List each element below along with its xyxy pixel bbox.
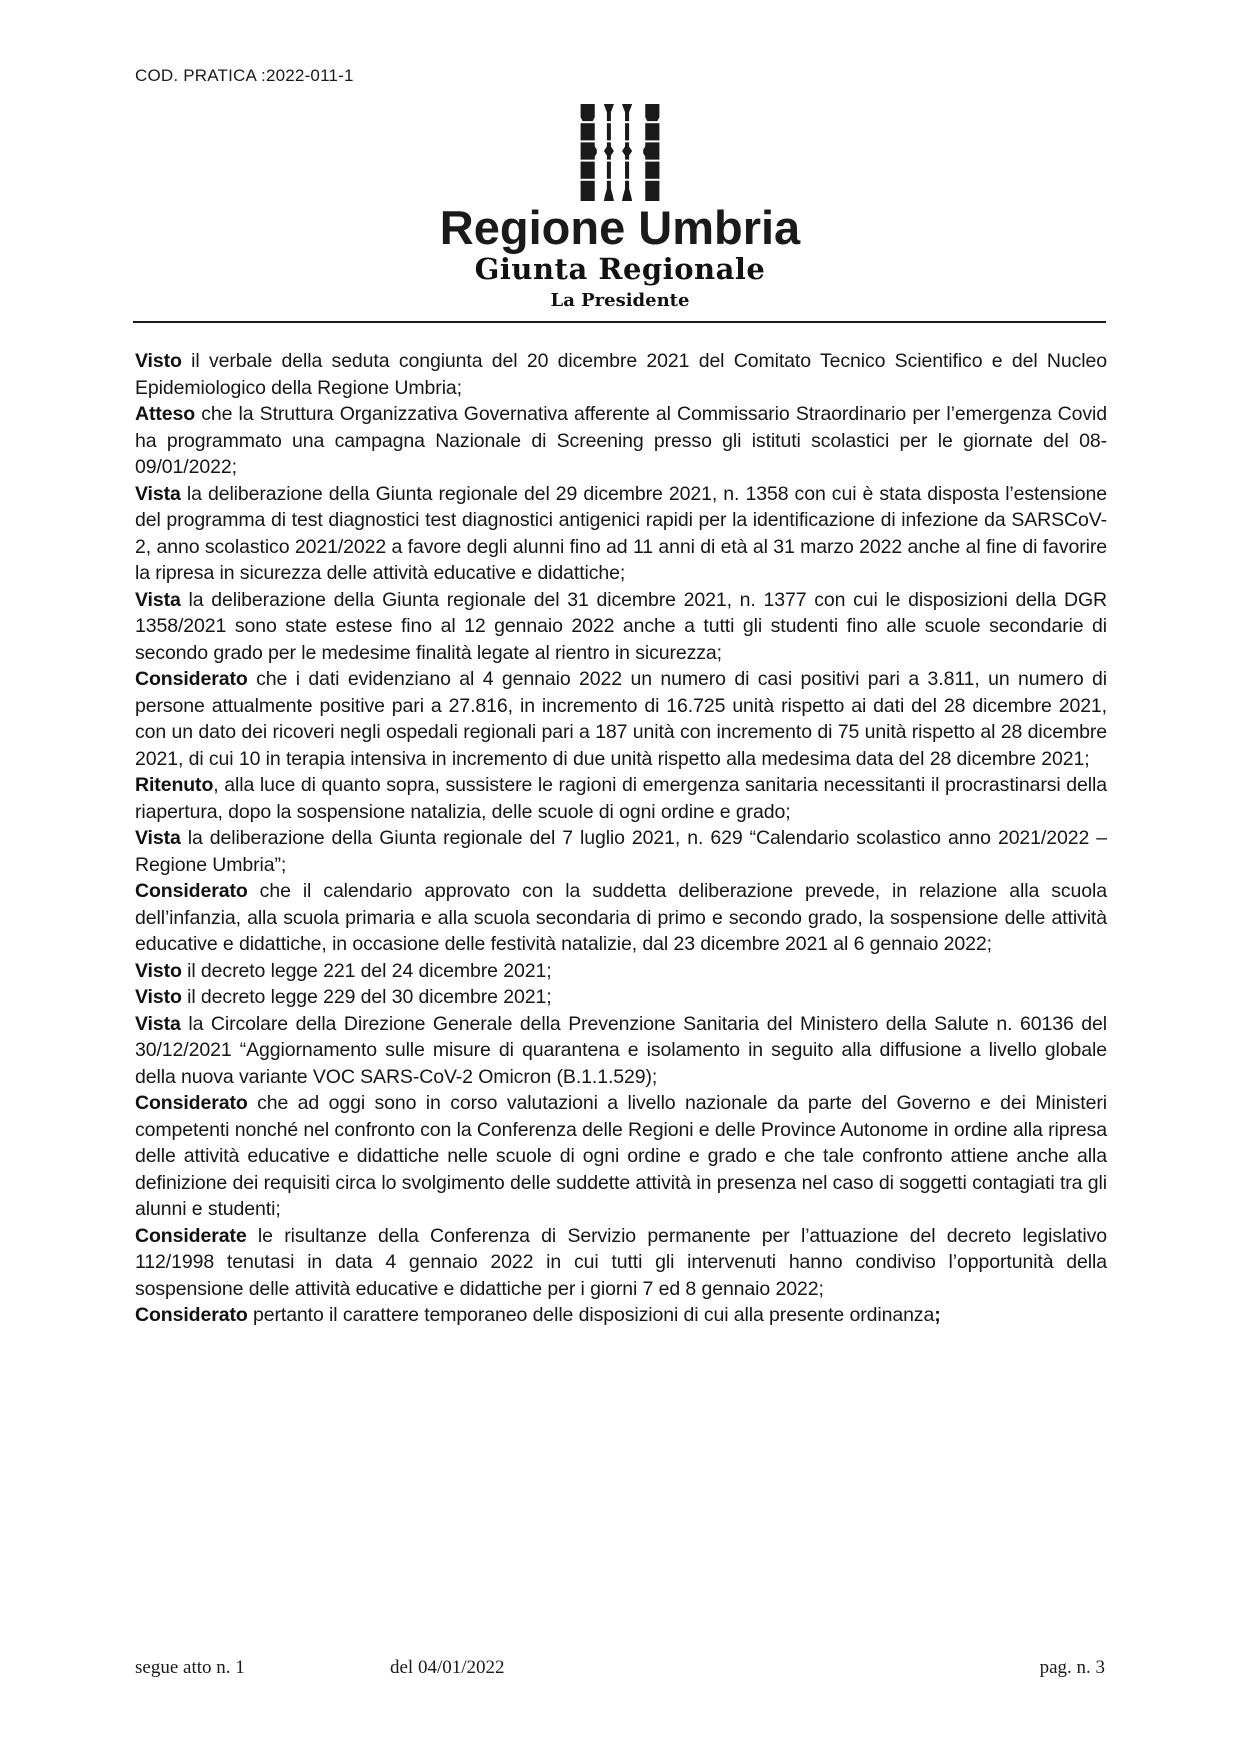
document-paragraph: Considerato che i dati evidenziano al 4 gennaio 2022 un numero di casi positivi pari a 3.811, un numero di persone attualmente positive pari a 27.816, in incremento di 16.725 unità rispetto ai dati del 28 dicembre 2021, con un dato dei ricoveri negli ospedali regionali pari a 187 unità con incremento di 75 unità rispetto al 28 dicembre 2021, di cui 10 in terapia intensiva in incremento di due unità rispetto alla medesima data del 28 dicembre 2021; xyxy=(135,668,1107,770)
document-paragraph: Considerato pertanto il carattere temporaneo delle disposizioni di cui alla presente ordinanza; xyxy=(135,1304,941,1326)
org-subtitle: Giunta Regionale xyxy=(474,252,766,286)
document-paragraph: Vista la deliberazione della Giunta regionale del 29 dicembre 2021, n. 1358 con cui è stata disposta l’estensione del programma di test diagnostici test diagnostici antigenici rapidi per la identificazione di infezione da SARSCoV-2, anno scolastico 2021/2022 a favore degli alunni fino ad 11 anni di età al 31 marzo 2022 anche al fine di favorire la ripresa in sicurezza delle attività educative e didattiche; xyxy=(135,482,1107,584)
paragraph-lead: Vista xyxy=(135,482,181,505)
paragraph-lead: Considerato xyxy=(135,668,248,690)
paragraph-lead: Visto xyxy=(135,350,182,372)
paragraph-lead: Vista xyxy=(135,1012,181,1035)
paragraph-lead: Atteso xyxy=(135,403,196,425)
paragraph-lead: Visto xyxy=(135,959,182,982)
paragraph-bold-tail: ; xyxy=(934,1304,941,1326)
document-paragraph: Vista la deliberazione della Giunta regionale del 7 luglio 2021, n. 629 “Calendario scolastico anno 2021/2022 – Regione Umbria”; xyxy=(135,827,1107,876)
paragraph-lead: Vista xyxy=(135,827,181,849)
footer-page-number: pag. n. 3 xyxy=(1039,1657,1105,1678)
header-divider xyxy=(133,321,1106,323)
paragraph-lead: Vista xyxy=(135,588,181,611)
document-paragraph: Visto il decreto legge 221 del 24 dicembre 2021; xyxy=(135,959,552,982)
document-paragraph: Considerato che ad oggi sono in corso valutazioni a livello nazionale da parte del Governo e dei Ministeri competenti nonché nel confronto con la Conferenza delle Regioni e delle Province Autonome in ordine alla ripresa delle attività educative e didattiche nelle scuole di ogni ordine e grado e che tale confronto attiene anche alla definizione dei requisiti circa lo svolgimento delle suddette attività in presenza nel caso di soggetti contagiati tra gli alunni e studenti; xyxy=(135,1092,1107,1220)
document-body xyxy=(135,348,1107,1329)
document-paragraph: Visto il decreto legge 229 del 30 dicembre 2021; xyxy=(135,986,552,1008)
paragraph-lead: Visto xyxy=(135,986,182,1008)
document-paragraph: Vista la Circolare della Direzione Generale della Prevenzione Sanitaria del Ministero della Salute n. 60136 del 30/12/2021 “Aggiornamento sulle misure di quarantena e isolamento in seguito alla diffusione a livello globale della nuova variante VOC SARS-CoV-2 Omicron (B.1.1.529); xyxy=(135,1012,1107,1088)
paragraph-lead: Considerato xyxy=(135,1304,248,1326)
org-title: Regione Umbria xyxy=(439,201,801,254)
document-paragraph: Atteso che la Struttura Organizzativa Governativa afferente al Commissario Straordinario per l’emergenza Covid ha programmato una campagna Nazionale di Screening presso gli istituti scolastici per le giornate del 08-09/01/2022; xyxy=(135,403,1107,478)
paragraph-lead: Considerato xyxy=(135,1092,248,1114)
footer-act-reference: segue atto n. 1 xyxy=(135,1657,245,1678)
practice-code: COD. PRATICA :2022-011-1 xyxy=(135,66,354,85)
masthead xyxy=(135,104,1105,310)
document-paragraph: Considerato che il calendario approvato con la suddetta deliberazione prevede, in relazione alla scuola dell’infanzia, alla scuola primaria e alla scuola secondaria di primo e secondo grado, la sospensione delle attività educative e didattiche, in occasione delle festività natalizie, dal 23 dicembre 2021 al 6 gennaio 2022; xyxy=(135,880,1107,955)
document-paragraph: Visto il verbale della seduta congiunta del 20 dicembre 2021 del Comitato Tecnico Scientifico e del Nucleo Epidemiologico della Regione Umbria; xyxy=(135,350,1107,399)
document-paragraph: Ritenuto, alla luce di quanto sopra, sussistere le ragioni di emergenza sanitaria necessitanti il procrastinarsi della riapertura, dopo la sospensione natalizia, delle scuole di ogni ordine e grado; xyxy=(135,774,1107,823)
paragraph-lead: Considerate xyxy=(135,1224,247,1247)
signer-title: La Presidente xyxy=(550,290,690,311)
document-paragraph: Vista la deliberazione della Giunta regionale del 31 dicembre 2021, n. 1377 con cui le disposizioni della DGR 1358/2021 sono state estese fino al 12 gennaio 2022 anche a tutti gli studenti fino alle scuole secondarie di secondo grado per le medesime finalità legate al rientro in sicurezza; xyxy=(135,588,1107,664)
document-paragraph: Considerate le risultanze della Conferenza di Servizio permanente per l’attuazione del decreto legislativo 112/1998 tenutasi in data 4 gennaio 2022 in cui tutti gli intervenuti hanno condiviso l’opportunità della sospensione delle attività educative e didattiche per i giorni 7 ed 8 gennaio 2022; xyxy=(135,1224,1107,1300)
regione-umbria-ceri-logo-icon xyxy=(574,104,666,201)
footer-act-date: del 04/01/2022 xyxy=(390,1657,505,1678)
paragraph-lead: Considerato xyxy=(135,880,248,902)
paragraph-lead: Ritenuto xyxy=(135,774,214,796)
